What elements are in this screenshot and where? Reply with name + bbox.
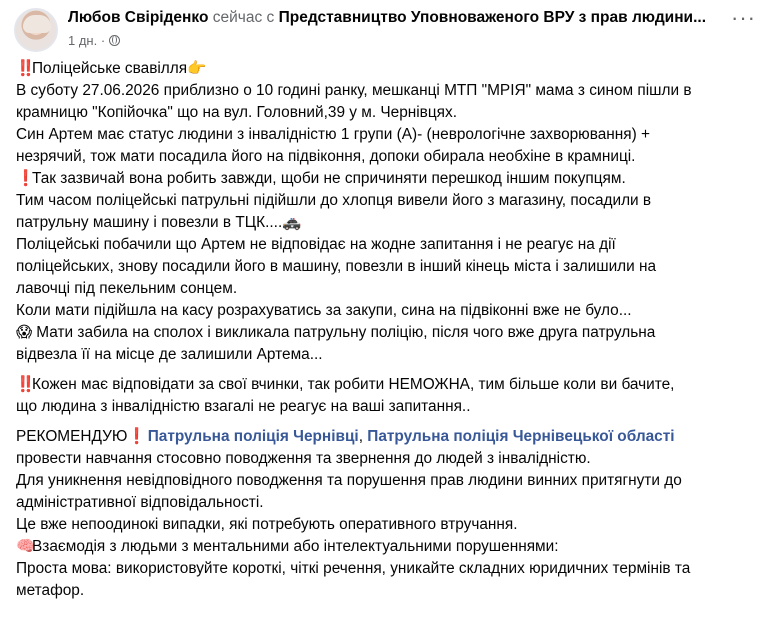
post-line: крамницю "Копійочка" що на вул. Головний,39 у м. Чернівцях. xyxy=(16,104,457,121)
post-text: Взаємодія з людьми з ментальними або інтелектуальними порушеннями: xyxy=(32,538,559,555)
paragraph-gap xyxy=(16,418,762,426)
post-text: Так зазвичай вона робить завжди, щоби не спричиняти перешкод іншим покупцям. xyxy=(32,170,626,187)
post-line xyxy=(16,322,762,344)
double-exclamation-icon: ‼️ xyxy=(16,376,36,393)
post-body xyxy=(16,58,762,602)
post-line: В суботу 27.06.2026 приблизно о 10 годині ранку, мешканці МТП "МРІЯ" мама з сином пішли в xyxy=(16,82,692,99)
paragraph-gap xyxy=(16,366,762,374)
post-line xyxy=(16,58,762,80)
post-line xyxy=(16,374,762,396)
time-separator: · xyxy=(100,33,106,48)
avatar-hair xyxy=(23,15,51,33)
post-time[interactable]: 1 дн. xyxy=(68,33,98,48)
post-line xyxy=(16,536,762,558)
post-line xyxy=(16,212,762,234)
with-connector: сейчас с xyxy=(212,9,275,26)
more-options-icon[interactable]: ··· xyxy=(731,5,756,30)
author-avatar[interactable] xyxy=(14,8,58,52)
post-line: що людина з інвалідністю взагалі не реагує на ваші запитання.. xyxy=(16,398,471,415)
post-line: Коли мати підійшла на касу розрахуватись за закупи, сина на підвіконні вже не було... xyxy=(16,302,632,319)
exclamation-icon: ❗ xyxy=(16,170,36,187)
post-line: Для уникнення невідповідного поводження та порушення прав людини винних притягнути до xyxy=(16,472,682,489)
comma: , xyxy=(358,428,368,445)
post-timestamp-line xyxy=(68,32,722,50)
mention-link-patrol-chernivtsi-oblast[interactable]: Патрульна поліція Чернівецької області xyxy=(367,428,675,445)
post-text: Мати забила на сполох і викликала патрульну поліцію, після чого вже друга патрульна xyxy=(32,324,656,341)
post-meta xyxy=(68,8,722,50)
post-text: патрульну машину і повезли в ТЦК.... xyxy=(16,214,283,231)
post-text: Кожен має відповідати за свої вчинки, так робити НЕМОЖНА, тим більше коли ви бачите, xyxy=(32,376,675,393)
post-text: РЕКОМЕНДУЮ xyxy=(16,428,128,445)
post-line: відвезла її на місце де залишили Артема... xyxy=(16,346,323,363)
mention-link-patrol-chernivtsi[interactable]: Патрульна поліція Чернівці xyxy=(147,428,359,445)
screaming-face-icon: 😱 xyxy=(16,324,33,341)
post-line: Син Артем має статус людини з інвалідністю 1 групи (А)- (неврологічне захворювання) + xyxy=(16,126,651,143)
post-line: метафор. xyxy=(16,582,85,599)
pointing-hand-icon: 👉 xyxy=(187,60,207,77)
post-title-line xyxy=(68,8,722,28)
post-line: Проста мова: використовуйте короткі, чіткі речення, уникайте складних юридичних термінів та xyxy=(16,560,691,577)
post-line: адміністративної відповідальності. xyxy=(16,494,264,511)
post-line: провести навчання стосовно поводження та звернення до людей з інвалідністю. xyxy=(16,450,591,467)
post-line xyxy=(16,426,762,448)
post-line xyxy=(16,168,762,190)
post-header xyxy=(16,0,762,58)
globe-icon xyxy=(109,35,120,46)
post-line: Це вже непоодинокі випадки, які потребують оперативного втручання. xyxy=(16,516,518,533)
post-line: поліцейських, знову посадили його в машину, повезли в інший кінець міста і залишили на xyxy=(16,258,657,275)
post-line: Тим часом поліцейські патрульні підійшли до хлопця вивели його з магазину, посадили в xyxy=(16,192,652,209)
author-name[interactable]: Любов Свіріденко xyxy=(68,9,209,26)
brain-icon: 🧠 xyxy=(16,538,36,555)
post-line: лавочці під пекельним сонцем. xyxy=(16,280,238,297)
tagged-page[interactable]: Представництво Уповноваженого ВРУ з прав людини... xyxy=(278,9,707,26)
exclamation-icon: ❗ xyxy=(127,428,147,445)
police-car-icon: 🚓 xyxy=(282,214,302,231)
post-line: незрячий, тож мати посадила його на підвіконня, допоки обирала необхіне в крамниці. xyxy=(16,148,636,165)
post-line: Поліцейські побачили що Артем не відповідає на жодне запитання і не реагує на дії xyxy=(16,236,616,253)
post-text: Поліцейське свавілля xyxy=(32,60,188,77)
double-exclamation-icon: ‼️ xyxy=(16,60,36,77)
